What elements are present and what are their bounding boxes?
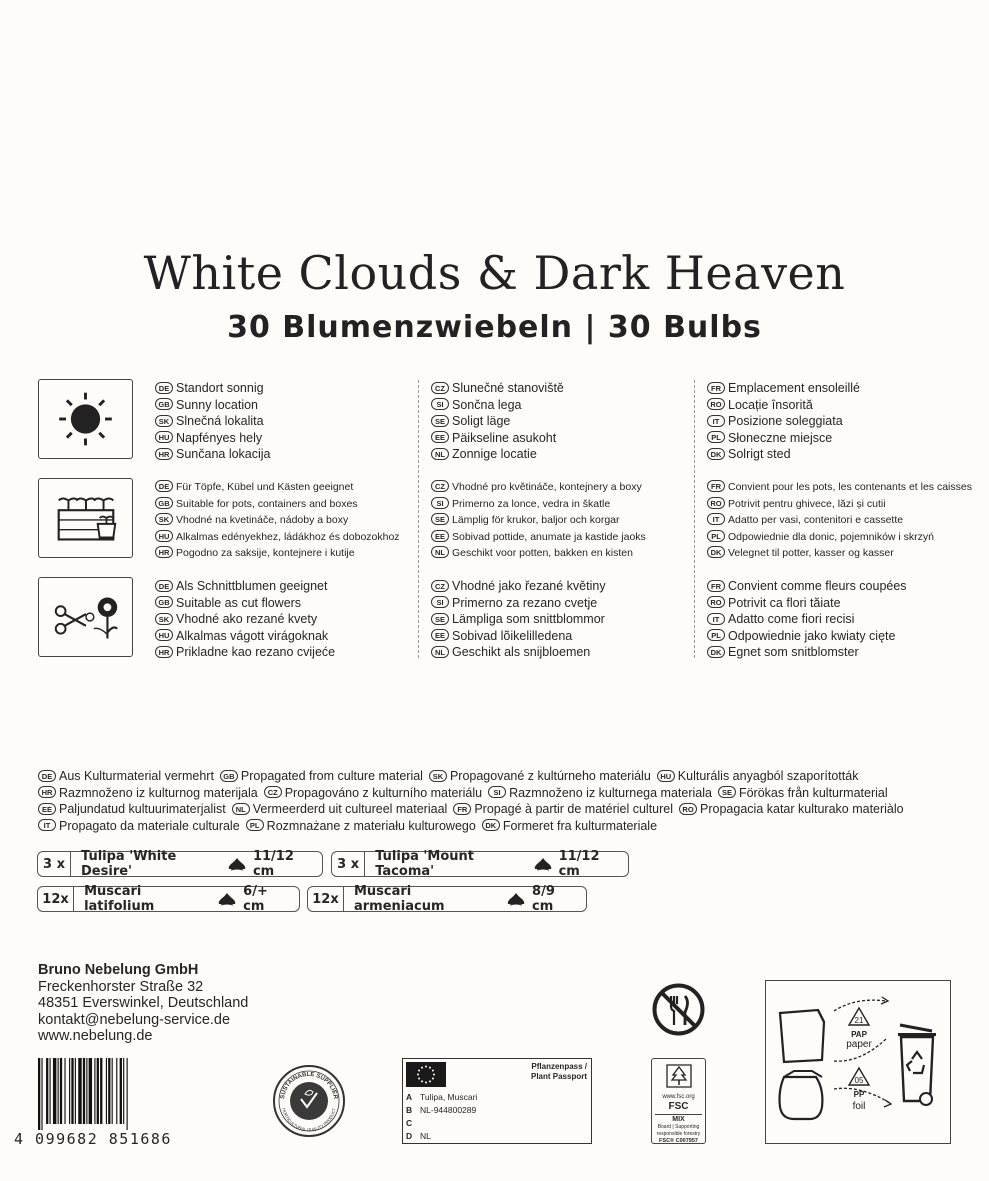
column-divider <box>694 380 695 658</box>
product-title: White Clouds & Dark Heaven <box>143 246 846 300</box>
culture-text: Formeret fra kulturmateriale <box>502 818 658 833</box>
country-code-badge: GB <box>220 770 238 782</box>
barcode-number: 4 099682 851686 <box>14 1130 172 1148</box>
culture-text: Paljundatud kultuurimaterjalist <box>59 802 226 816</box>
country-code-badge: EE <box>38 803 56 815</box>
product-subtitle: 30 Blumenzwiebeln | 30 Bulbs <box>227 310 762 345</box>
eu-flag-icon <box>406 1062 446 1087</box>
info-text: Soligt läge <box>452 414 511 428</box>
country-code-badge: HR <box>38 786 56 798</box>
culture-segment <box>718 786 888 800</box>
country-code-badge: DE <box>38 770 56 782</box>
country-code-badge: DK <box>482 819 500 831</box>
culture-text: Propagé à partir de matériel culturel <box>474 802 674 816</box>
fsc-logo-text: FSC <box>668 1101 689 1112</box>
country-code-badge: HR <box>155 546 173 558</box>
culture-text: Razmnoženo iz kulturnega materiala <box>509 785 712 800</box>
country-code-badge: FR <box>453 803 471 815</box>
info-text: Potrivit pentru ghivece, lăzi și cutii <box>728 497 886 510</box>
culture-statement <box>38 768 958 834</box>
country-code-badge: SK <box>155 613 173 625</box>
country-code-badge: RO <box>707 596 725 608</box>
country-code-badge: IT <box>38 819 56 831</box>
info-line <box>155 413 420 430</box>
passport-title-line1: Pflanzenpass / <box>531 1062 587 1071</box>
info-line <box>431 628 696 645</box>
bulb-size: 11/12 cm <box>252 849 294 879</box>
country-code-badge: RO <box>679 803 697 815</box>
info-text: Emplacement ensoleillé <box>728 381 861 395</box>
info-text: Primerno za lonce, vedra in škatle <box>452 497 611 510</box>
info-text: Suitable for pots, containers and boxes <box>176 497 358 510</box>
country-code-badge: RO <box>707 497 725 509</box>
bulb-pill <box>37 851 323 877</box>
info-line <box>431 529 696 546</box>
country-code-badge: FR <box>707 580 725 592</box>
info-column <box>707 578 972 661</box>
sustainable-supplier-seal <box>272 1064 346 1138</box>
passport-value: NL-944800289 <box>420 1105 477 1115</box>
info-text: Convient comme fleurs coupées <box>728 579 907 593</box>
bulb-bag-icon <box>780 1071 823 1119</box>
info-line <box>431 380 696 397</box>
country-code-badge: DE <box>155 580 173 592</box>
company-web: www.nebelung.de <box>38 1028 153 1045</box>
info-text: Primerno za rezano cvetje <box>452 595 598 610</box>
bulb-pill <box>307 886 587 912</box>
info-text: Sunčana lokacija <box>176 447 271 461</box>
info-text: Sobivad lõikelilledena <box>452 628 573 643</box>
country-code-badge: EE <box>431 431 449 443</box>
culture-text: Propagované z kultúrneho materiálu <box>449 769 651 783</box>
scissors-flower-icon <box>39 578 132 656</box>
foil-word: foil <box>852 1101 866 1112</box>
country-code-badge: PL <box>707 530 725 542</box>
info-text: Vhodné na kvetináče, nádoby a boxy <box>176 514 349 526</box>
info-line <box>431 496 696 513</box>
info-line <box>431 479 696 496</box>
country-code-badge: PL <box>707 629 725 641</box>
info-text: Prikladne kao rezano cvijeće <box>176 645 336 659</box>
culture-segment <box>220 769 423 783</box>
info-line <box>155 578 420 595</box>
country-code-badge: SE <box>431 613 449 625</box>
passport-row-b <box>406 1104 476 1116</box>
country-code-badge: HU <box>155 431 173 443</box>
country-code-badge: RO <box>707 398 725 410</box>
passport-value: Tulipa, Muscari <box>420 1092 478 1102</box>
info-line <box>155 446 420 463</box>
bulb-size: 11/12 cm <box>558 849 600 879</box>
fsc-code: FSC® C007957 <box>659 1138 698 1144</box>
info-column <box>431 479 696 562</box>
foil-abbr: PP <box>853 1090 865 1099</box>
culture-text: Propagated from culture material <box>240 769 423 783</box>
bulb-name: Tulipa 'Mount Tacoma' <box>375 849 475 879</box>
country-code-badge: GB <box>155 497 173 509</box>
info-line <box>431 545 696 562</box>
info-line <box>155 611 420 628</box>
bulb-pill <box>37 886 300 912</box>
country-code-badge: DE <box>155 382 173 394</box>
info-text: Egnet som snitblomster <box>728 645 859 659</box>
info-line <box>707 644 972 661</box>
info-text: Als Schnittblumen geeignet <box>176 579 328 593</box>
fsc-claim2: responsible forestry <box>656 1131 701 1137</box>
country-code-badge: SK <box>429 770 447 782</box>
fsc-tree-icon <box>664 1063 694 1089</box>
info-text: Alkalmas edényekhez, ládákhoz és dobozokhoz <box>176 530 400 543</box>
info-line <box>155 496 420 513</box>
culture-line <box>38 785 958 802</box>
culture-text: Förökas från kulturmaterial <box>738 785 888 800</box>
info-line <box>431 578 696 595</box>
info-text: Convient pour les pots, les contenants et les caisses <box>728 481 972 493</box>
info-line <box>707 578 972 595</box>
country-code-badge: DK <box>707 546 725 558</box>
info-text: Solrigt sted <box>728 447 791 461</box>
info-line <box>431 512 696 529</box>
passport-row-d <box>406 1130 431 1142</box>
fsc-mix: MIX <box>672 1116 685 1123</box>
passport-title <box>531 1062 587 1082</box>
recycling-info <box>765 980 951 1144</box>
country-code-badge: SE <box>431 513 449 525</box>
info-line <box>155 397 420 414</box>
info-text: Geschikt als snijbloemen <box>452 645 591 659</box>
info-text: Locație însorită <box>728 397 813 412</box>
country-code-badge: IT <box>707 613 725 625</box>
info-line <box>155 512 420 529</box>
info-text: Lämplig för krukor, baljor och korgar <box>452 514 620 526</box>
info-line <box>707 628 972 645</box>
country-code-badge: CZ <box>431 480 449 492</box>
info-line <box>431 611 696 628</box>
country-code-badge: HU <box>657 770 675 782</box>
fsc-label <box>651 1058 706 1144</box>
culture-segment <box>264 786 482 800</box>
country-code-badge: SK <box>155 415 173 427</box>
country-code-badge: EE <box>431 530 449 542</box>
bulb-quantity: 3 x <box>332 852 365 876</box>
info-text: Vhodné jako řezané květiny <box>452 579 606 593</box>
country-code-badge: CZ <box>431 580 449 592</box>
country-code-badge: SI <box>431 398 449 410</box>
country-code-badge: SI <box>488 786 506 798</box>
info-text: Pogodno za saksije, kontejnere i kutije <box>176 547 355 559</box>
bulb-size: 8/9 cm <box>532 884 555 914</box>
info-column <box>155 380 420 463</box>
country-code-badge: SK <box>155 513 173 525</box>
info-line <box>707 611 972 628</box>
company-address <box>38 962 248 1045</box>
culture-segment <box>453 802 673 816</box>
culture-text: Vermeerderd uit cultureel materiaal <box>252 802 448 816</box>
info-text: Vhodné pro květináče, kontejnery a boxy <box>452 481 642 493</box>
info-line <box>431 595 696 612</box>
country-code-badge: SI <box>431 497 449 509</box>
company-city: 48351 Everswinkel, Deutschland <box>38 995 249 1012</box>
country-code-badge: NL <box>431 646 449 658</box>
bulb-pill <box>331 851 629 877</box>
country-code-badge: FR <box>707 382 725 394</box>
info-line <box>707 512 972 529</box>
country-code-badge: NL <box>431 546 449 558</box>
culture-text: Aus Kulturmaterial vermehrt <box>59 769 214 783</box>
country-code-badge: HU <box>155 530 173 542</box>
info-text: Sunny location <box>176 397 259 412</box>
country-code-badge: GB <box>155 596 173 608</box>
info-text: Alkalmas vágott virágoknak <box>176 628 329 643</box>
info-column <box>431 578 696 661</box>
info-line <box>155 595 420 612</box>
passport-title-line2: Plant Passport <box>530 1072 587 1081</box>
info-text: Standort sonnig <box>176 381 264 395</box>
country-code-badge: FR <box>707 480 725 492</box>
info-line <box>155 529 420 546</box>
info-text: Słoneczne miejsce <box>728 430 833 445</box>
sun-icon-box <box>38 379 133 459</box>
passport-value: NL <box>420 1131 431 1141</box>
country-code-badge: HR <box>155 448 173 460</box>
bulb-name: Muscari armeniacum <box>353 884 445 914</box>
info-line <box>155 430 420 447</box>
bulb-icon <box>217 892 237 906</box>
info-text: Vhodné ako rezané kvety <box>176 612 318 626</box>
country-code-badge: CZ <box>264 786 282 798</box>
paper-code: 21 <box>854 1016 864 1025</box>
passport-key: B <box>406 1105 413 1115</box>
culture-segment <box>488 786 712 800</box>
scissors-flower-icon-box <box>38 577 133 657</box>
info-text: Päikseline asukoht <box>452 430 557 445</box>
info-line <box>707 595 972 612</box>
country-code-badge: SE <box>718 786 736 798</box>
column-divider <box>418 380 419 658</box>
bulb-quantity: 12x <box>308 887 344 911</box>
info-line <box>155 545 420 562</box>
barcode-image <box>36 1058 201 1130</box>
foil-recycle-symbol <box>849 1068 869 1112</box>
company-street: Freckenhorster Straße 32 <box>38 978 204 995</box>
info-line <box>155 644 420 661</box>
country-code-badge: SI <box>431 596 449 608</box>
culture-segment <box>232 802 448 816</box>
sun-icon <box>39 380 132 458</box>
info-text: Posizione soleggiata <box>728 414 843 428</box>
info-line <box>155 628 420 645</box>
info-text: Sončna lega <box>452 397 522 412</box>
info-text: Adatto come fiori recisi <box>728 612 855 626</box>
passport-row-c <box>406 1117 420 1129</box>
info-line <box>707 380 972 397</box>
info-line <box>707 446 972 463</box>
info-column <box>707 479 972 562</box>
info-text: Velegnet til potter, kasser og kasser <box>728 547 894 559</box>
info-column <box>155 479 420 562</box>
info-column <box>155 578 420 661</box>
country-code-badge: DE <box>155 480 173 492</box>
info-text: Slunečné stanoviště <box>452 381 564 395</box>
info-text: Sobivad pottide, anumate ja kastide jaoks <box>452 530 646 543</box>
info-line <box>431 644 696 661</box>
country-code-badge: HR <box>155 646 173 658</box>
planter-box-icon <box>39 479 132 557</box>
foil-code: 05 <box>854 1076 864 1085</box>
country-code-badge: NL <box>232 803 250 815</box>
paper-word: paper <box>846 1039 872 1050</box>
culture-text: Propagacia katar kulturako materiàlo <box>700 802 904 816</box>
info-text: Zonnige locatie <box>452 447 537 461</box>
country-code-badge: PL <box>246 819 264 831</box>
passport-row-a <box>406 1091 477 1103</box>
country-code-badge: PL <box>707 431 725 443</box>
country-code-badge: DK <box>707 646 725 658</box>
culture-segment <box>38 802 226 816</box>
info-text: Geschikt voor potten, bakken en kisten <box>452 547 633 559</box>
culture-line <box>38 818 958 835</box>
bulb-quantity: 3 x <box>38 852 71 876</box>
info-line <box>707 413 972 430</box>
culture-text: Kulturális anyagból szaporították <box>677 769 859 783</box>
info-line <box>707 397 972 414</box>
bulb-name: Tulipa 'White Desire' <box>81 849 177 879</box>
info-line <box>155 479 420 496</box>
info-text: Suitable as cut flowers <box>176 595 302 610</box>
info-line <box>431 413 696 430</box>
plant-passport <box>402 1058 592 1144</box>
info-line <box>707 545 972 562</box>
paper-recycle-symbol <box>846 1008 872 1050</box>
bulb-quantity: 12x <box>38 887 74 911</box>
country-code-badge: GB <box>155 398 173 410</box>
bulb-icon <box>533 857 553 871</box>
bulb-icon <box>506 892 526 906</box>
culture-segment <box>657 769 859 783</box>
info-line <box>707 479 972 496</box>
info-line <box>707 529 972 546</box>
country-code-badge: SE <box>431 415 449 427</box>
culture-segment <box>38 769 214 783</box>
info-line <box>431 446 696 463</box>
info-line <box>431 430 696 447</box>
fsc-web: www.fsc.org <box>662 1094 695 1100</box>
seal-bottom-text: HORTICULTURAL QUALITY PRODUCT <box>281 1107 337 1133</box>
planter-box-icon-box <box>38 478 133 558</box>
culture-text: Propagováno z kulturního materiálu <box>284 785 483 800</box>
passport-key: D <box>406 1131 413 1141</box>
country-code-badge: IT <box>707 513 725 525</box>
country-code-badge: CZ <box>431 382 449 394</box>
passport-key: C <box>406 1118 413 1128</box>
fsc-claim1: Board | Supporting <box>657 1124 700 1130</box>
culture-segment <box>38 819 240 833</box>
country-code-badge: EE <box>431 629 449 641</box>
company-email: kontakt@nebelung-service.de <box>38 1011 231 1028</box>
bulb-name: Muscari latifolium <box>84 884 155 914</box>
culture-line <box>38 801 958 818</box>
info-text: Odpowiednie dla donic, pojemników i skrzyń <box>728 530 935 543</box>
culture-segment <box>679 802 904 816</box>
recycling-bin-icon <box>898 1025 936 1105</box>
passport-key: A <box>406 1092 413 1102</box>
info-text: Napfényes hely <box>176 430 263 445</box>
paper-abbr: PAP <box>851 1030 867 1039</box>
bulb-size: 6/+ cm <box>243 884 268 914</box>
info-line <box>707 430 972 447</box>
info-column <box>707 380 972 463</box>
culture-text: Propagato da materiale culturale <box>59 818 240 833</box>
culture-text: Razmnoženo iz kulturnog materijala <box>59 785 258 800</box>
info-line <box>707 496 972 513</box>
country-code-badge: IT <box>707 415 725 427</box>
culture-segment <box>38 786 258 800</box>
info-text: Adatto per vasi, contenitori e cassette <box>728 514 904 526</box>
info-text: Für Töpfe, Kübel und Kästen geeignet <box>176 481 354 493</box>
culture-segment <box>429 769 651 783</box>
culture-line <box>38 768 958 785</box>
country-code-badge: DK <box>707 448 725 460</box>
company-name: Bruno Nebelung GmbH <box>38 962 199 978</box>
country-code-badge: HU <box>155 629 173 641</box>
info-text: Potrivit ca flori tăiate <box>728 595 841 610</box>
info-text: Odpowiednie jako kwiaty cięte <box>728 628 896 643</box>
culture-segment <box>246 819 476 833</box>
paper-sleeve-icon <box>780 1010 824 1062</box>
seal-top-text: SUSTAINABLE SUPPLIER <box>280 1071 338 1100</box>
info-text: Lämpliga som snittblommor <box>452 612 605 626</box>
country-code-badge: NL <box>431 448 449 460</box>
not-food-safe-icon <box>651 982 706 1037</box>
info-column <box>431 380 696 463</box>
culture-segment <box>482 819 657 833</box>
bulb-icon <box>227 857 247 871</box>
info-line <box>431 397 696 414</box>
info-text: Slnečná lokalita <box>176 414 264 428</box>
info-line <box>155 380 420 397</box>
culture-text: Rozmnażane z materiału kulturowego <box>266 818 476 833</box>
